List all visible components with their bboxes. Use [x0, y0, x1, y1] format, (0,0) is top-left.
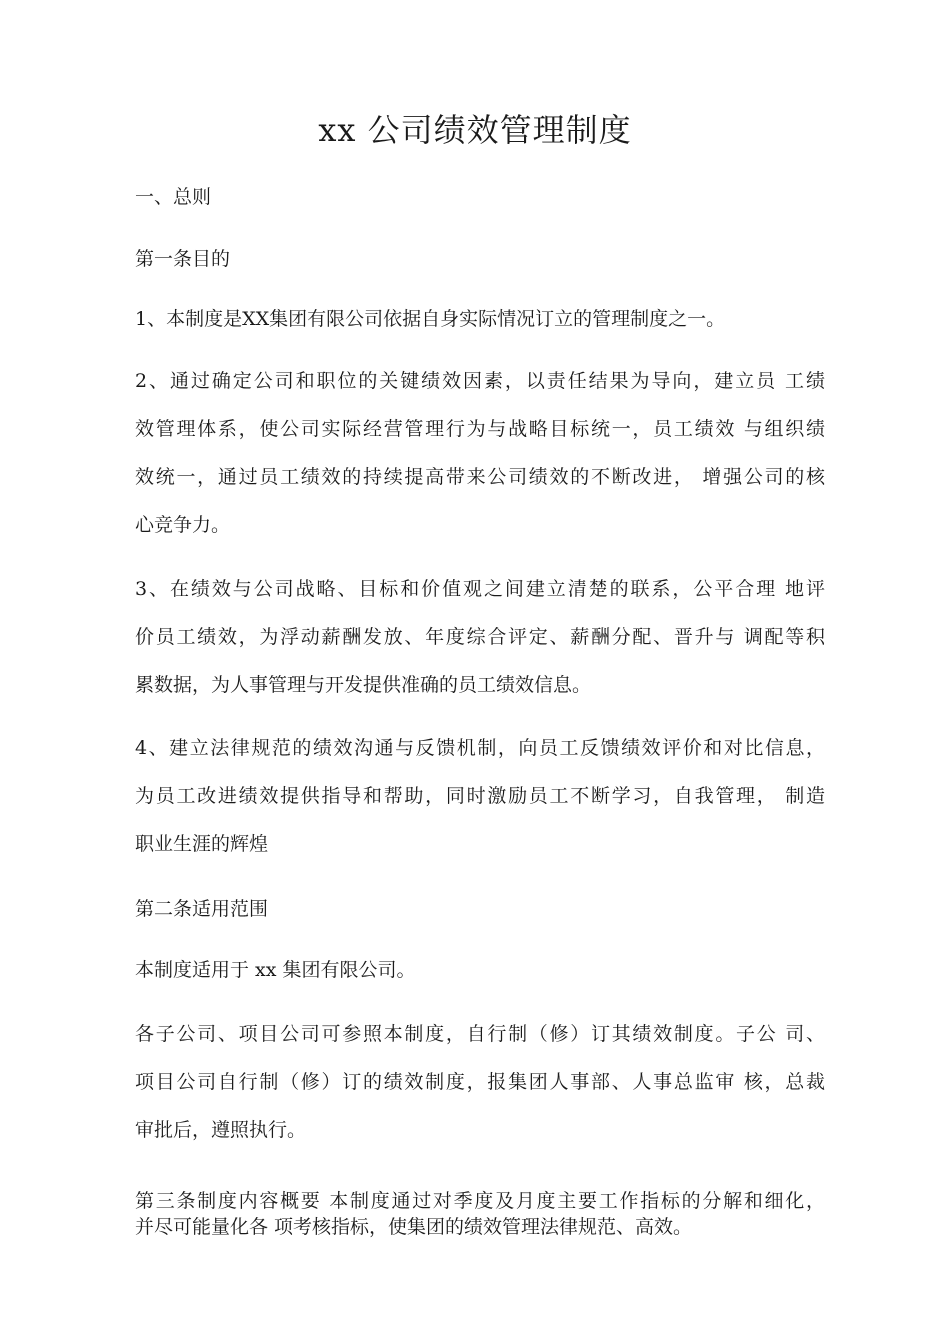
paragraph-item-3: [135, 565, 825, 709]
paragraph-line: 2、通过确定公司和职位的关键绩效因素，以责任结果为导向，建立员 工绩: [135, 370, 825, 392]
paragraph-scope-2: [135, 1010, 825, 1154]
paragraph-line: 效管理体系，使公司实际经营管理行为与战略目标统一，员工绩效 与组织绩: [135, 418, 825, 440]
paragraph-line: 审批后，遵照执行。: [135, 1119, 307, 1141]
paragraph-article-3: [135, 1188, 825, 1240]
paragraph-item-2: [135, 357, 825, 549]
paragraph-scope-1: 本制度适用于 xx 集团有限公司。: [135, 959, 416, 981]
paragraph-line: 3、在绩效与公司战略、目标和价值观之间建立清楚的联系，公平合理 地评: [135, 578, 825, 600]
paragraph-line: 为员工改进绩效提供指导和帮助，同时激励员工不断学习，自我管理， 制造: [135, 785, 825, 807]
paragraph-line: 效统一，通过员工绩效的持续提高带来公司绩效的不断改进， 增强公司的核: [135, 466, 825, 488]
paragraph-line: 第三条制度内容概要 本制度通过对季度及月度主要工作指标的分解和细化，: [135, 1190, 825, 1212]
paragraph-item-4: [135, 724, 825, 868]
paragraph-line: 4、建立法律规范的绩效沟通与反馈机制，向员工反馈绩效评价和对比信息，: [135, 737, 825, 759]
paragraph-line: 价员工绩效，为浮动薪酬发放、年度综合评定、薪酬分配、晋升与 调配等积: [135, 626, 825, 648]
document-title: xx 公司绩效管理制度: [318, 111, 632, 149]
article-heading-purpose: 第一条目的: [135, 248, 231, 270]
section-heading-general: 一、总则: [135, 186, 212, 208]
paragraph-line: 项目公司自行制（修）订的绩效制度，报集团人事部、人事总监审 核，总裁: [135, 1071, 825, 1093]
paragraph-line: 心竞争力。: [135, 514, 231, 536]
paragraph-line: 职业生涯的辉煌: [135, 833, 269, 855]
paragraph-line: 累数据，为人事管理与开发提供准确的员工绩效信息。: [135, 674, 592, 696]
paragraph-item-1: 1、本制度是XX集团有限公司依据自身实际情况订立的管理制度之一。: [135, 308, 726, 330]
article-heading-scope: 第二条适用范围: [135, 898, 269, 920]
paragraph-line: 并尽可能量化各 项考核指标，使集团的绩效管理法律规范、高效。: [135, 1216, 693, 1238]
paragraph-line: 各子公司、项目公司可参照本制度，自行制（修）订其绩效制度。子公 司、: [135, 1023, 825, 1045]
